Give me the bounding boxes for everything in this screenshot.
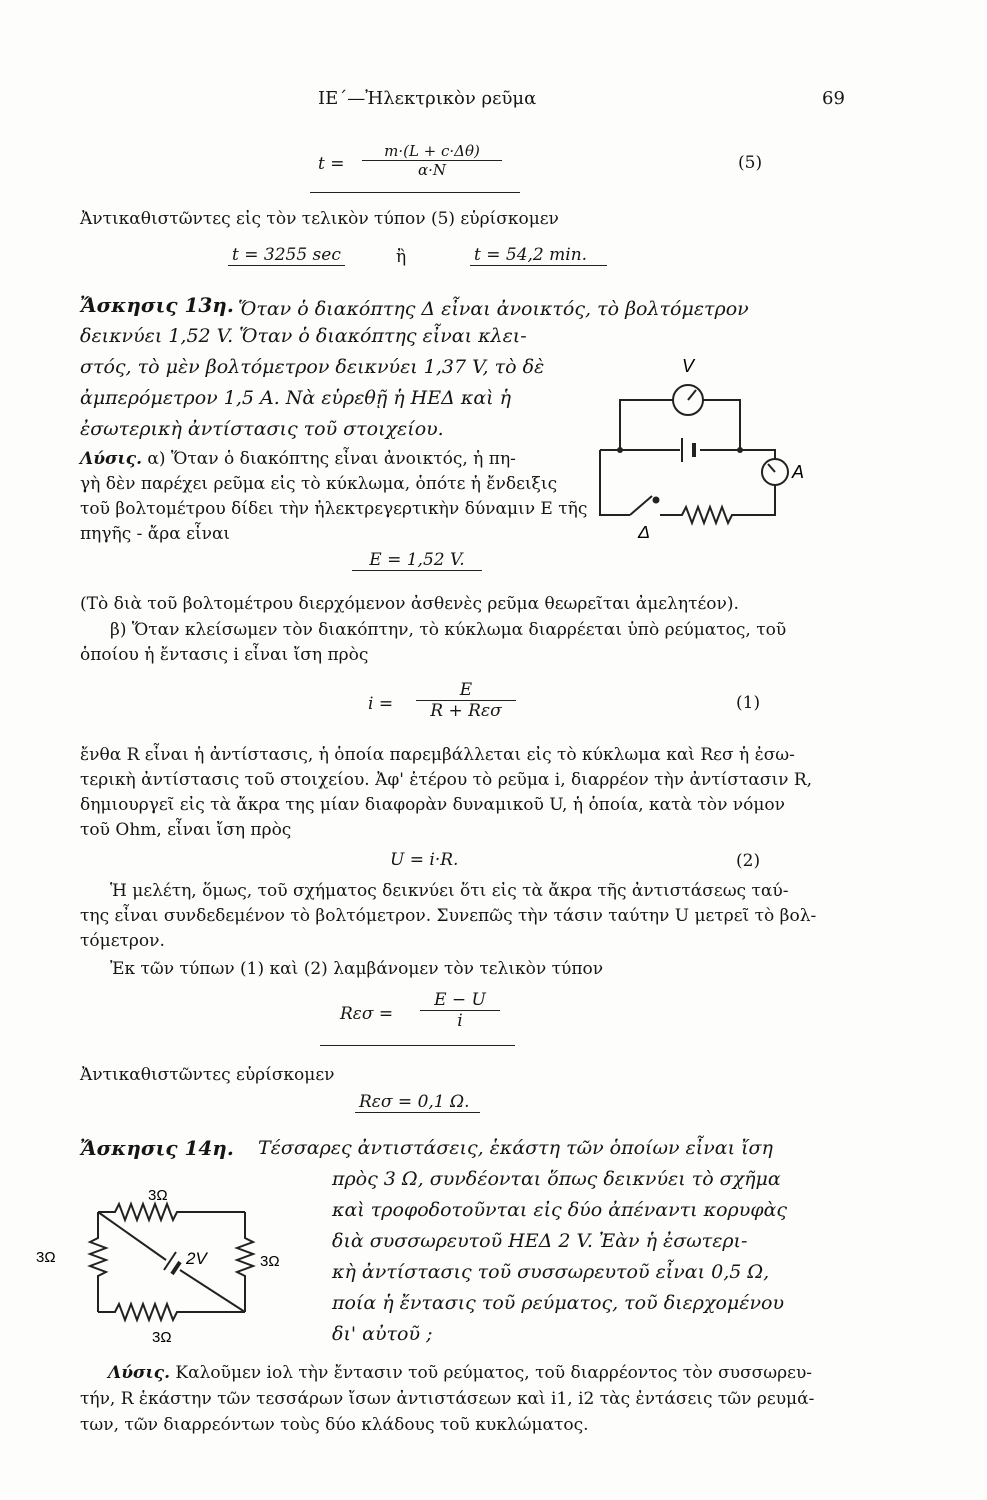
- ex14-line-7: δι' αὐτοῦ ;: [332, 1323, 433, 1345]
- running-header: ΙΕ΄—Ἠλεκτρικὸν ρεῦμα: [318, 88, 537, 109]
- diagonal-wire: [98, 1212, 245, 1312]
- ammeter-label: A: [792, 462, 805, 482]
- equation-1: [368, 680, 518, 730]
- ex13-study-line-3: τόμετρον.: [80, 931, 165, 951]
- result-t-sec: t = 3255 sec: [228, 245, 345, 266]
- resistor-zigzag-icon: [660, 507, 765, 523]
- ex13-sol-line-4: πηγῆς - ἄρα εἶναι: [80, 524, 231, 544]
- ex14-line-1: Τέσσαρες ἀντιστάσεις, ἑκάστη τῶν ὁποίων εἶναι ἴση: [258, 1137, 773, 1159]
- ex13-note: (Τὸ διὰ τοῦ βολτομέτρου διερχόμενον ἀσθενὲς ρεῦμα θεωρεῖται ἀμελητέον).: [80, 594, 739, 614]
- ex13-sol-line-3: τοῦ βολτομέτρου δίδει τὴν ἠλεκτρεγερτικὴν δύναμιν E τῆς: [80, 499, 588, 519]
- ex13-mid-line-1: ἔνθα R εἶναι ἡ ἀντίστασις, ἡ ὁποία παρεμβάλλεται εἰς τὸ κύκλωμα καὶ Rεσ ἡ ἐσω-: [80, 745, 795, 765]
- equation-E: E = 1,52 V.: [352, 550, 482, 571]
- ex13-line-2: δεικνύει 1,52 V. Ὅταν ὁ διακόπτης εἶναι κλει-: [80, 325, 527, 347]
- ex13-sol-line-1: α) Ὅταν ὁ διακόπτης εἶναι ἀνοικτός, ἡ πη-: [147, 449, 516, 469]
- eq5-lhs: t =: [318, 154, 345, 174]
- eq5-tag: (5): [738, 153, 763, 173]
- circuit-wire-right: [765, 485, 775, 515]
- equation-2: U = i·R.: [390, 850, 459, 870]
- ex13-mid-line-4: τοῦ Ohm, εἶναι ἴση πρὸς: [80, 820, 292, 840]
- eq5-numerator: m·(L + c·Δθ): [362, 142, 502, 161]
- resistor-right-label: 3Ω: [260, 1253, 280, 1270]
- substitution-text-1: Ἀντικαθιστῶντες εἰς τὸν τελικὸν τύπον (5) εὑρίσκομεν: [80, 209, 559, 229]
- equation-Res: [320, 990, 515, 1046]
- ex13-line-1: Ὅταν ὁ διακόπτης Δ εἶναι ἀνοικτός, τὸ βολτόμετρον: [238, 298, 749, 320]
- ex14-line-5: κὴ ἀντίστασις τοῦ συσσωρευτοῦ εἶναι 0,5 Ω,: [332, 1261, 770, 1283]
- eq3-numerator: E − U: [420, 990, 500, 1011]
- equation-5: [310, 140, 520, 193]
- ex14-line-6: ποία ἡ ἔντασις τοῦ ρεύματος, τοῦ διερχομένου: [332, 1292, 784, 1314]
- ex13-study-line-2: της εἶναι συνδεδεμένον τὸ βολτόμετρον. Συνεπῶς τὴν τάσιν ταύτην U μετρεῖ τὸ βολ-: [80, 906, 817, 926]
- ex14-solution-label: Λύσις.: [108, 1363, 171, 1383]
- ex13-mid-line-2: τερικὴ ἀντίστασις τοῦ στοιχείου. Ἀφ' ἑτέρου τὸ ρεῦμα i, διαρρέον τὴν ἀντίστασιν R,: [80, 770, 813, 790]
- ex13-b-line-1: β) Ὅταν κλείσωμεν τὸν διακόπτην, τὸ κύκλωμα διαρρέεται ὑπὸ ρεύματος, τοῦ: [110, 620, 787, 640]
- circuit-diagram-14: [36, 1187, 300, 1350]
- eq1-denominator: R + Rεσ: [430, 701, 502, 721]
- resistor-bottom-label: 3Ω: [152, 1329, 172, 1346]
- ex13-line-3: στός, τὸ μὲν βολτόμετρον δεικνύει 1,37 V, τὸ δὲ: [80, 356, 545, 378]
- ex14-sol-line-3: των, τῶν διαρρεόντων τοὺς δύο κλάδους τοῦ κυκλώματος.: [80, 1415, 589, 1435]
- ex13-line-4: ἀμπερόμετρον 1,5 A. Νὰ εὑρεθῇ ἡ ΗΕΔ καὶ ἡ: [80, 387, 512, 409]
- ex13-line-5: ἐσωτερικὴ ἀντίστασις τοῦ στοιχείου.: [80, 418, 444, 440]
- ex14-line-4: διὰ συσσωρευτοῦ ΗΕΔ 2 V. Ἐὰν ἡ ἐσωτερι-: [332, 1230, 748, 1252]
- eq2-tag: (2): [736, 851, 761, 871]
- eq5-denominator: α·N: [417, 161, 447, 179]
- page-number: 69: [822, 88, 845, 109]
- ex13-from-line: Ἐκ τῶν τύπων (1) καὶ (2) λαμβάνομεν τὸν τελικὸν τύπον: [110, 959, 604, 979]
- circuit-diagram-13: [590, 350, 830, 540]
- ex13-solution-label: Λύσις.: [80, 449, 143, 469]
- eq1-numerator: E: [416, 680, 516, 701]
- exercise-13-heading: Ἄσκησις 13η.: [80, 293, 234, 317]
- ex14-line-2: πρὸς 3 Ω, συνδέονται ὅπως δεικνύει τὸ σχῆμα: [332, 1168, 781, 1190]
- voltmeter-label: V: [682, 356, 695, 376]
- ex13-b-line-2: ὁποίου ἡ ἔντασις i εἶναι ἴση πρὸς: [80, 645, 369, 665]
- ex13-mid-line-3: δημιουργεῖ εἰς τὰ ἄκρα της μίαν διαφορὰν δυναμικοῦ U, ἡ ὁποία, κατὰ τὸν νόμον: [80, 795, 785, 815]
- eq1-tag: (1): [736, 693, 761, 713]
- eq3-denominator: i: [457, 1011, 463, 1031]
- eq1-lhs: i =: [368, 694, 394, 714]
- switch-blade-icon: [630, 496, 652, 515]
- exercise-14-heading: Ἄσκησις 14η.: [80, 1136, 234, 1160]
- ex14-line-3: καὶ τροφοδοτοῦνται εἰς δύο ἀπέναντι κορυφὰς: [332, 1199, 788, 1221]
- result-Res: Rεσ = 0,1 Ω.: [355, 1092, 480, 1113]
- circuit-wire-main: [600, 450, 775, 460]
- resistor-right-icon: [237, 1212, 253, 1312]
- circuit-wire-left: [600, 450, 630, 515]
- resistor-top-label: 3Ω: [148, 1187, 168, 1204]
- resistor-bottom-icon: [98, 1304, 245, 1320]
- ex14-sol-line-1: Καλοῦμεν iολ τὴν ἔντασιν τοῦ ρεύματος, τοῦ διαρρέοντος τὸν συσσωρευ-: [175, 1363, 813, 1383]
- ex14-sol-line-2: τήν, R ἑκάστην τῶν τεσσάρων ἴσων ἀντιστάσεων καὶ i1, i2 τὰς ἐντάσεις τῶν ρευμά-: [80, 1389, 815, 1409]
- ex13-study-line-1: Ἡ μελέτη, ὅμως, τοῦ σχήματος δεικνύει ὅτι εἰς τὰ ἄκρα τῆς ἀντιστάσεως ταύ-: [110, 881, 789, 901]
- resistor-left-label: 3Ω: [36, 1249, 56, 1266]
- switch-label: Δ: [638, 522, 651, 542]
- result-or: ἢ: [396, 247, 407, 267]
- battery-label: 2V: [186, 1249, 207, 1268]
- battery-short-plate: [172, 1262, 180, 1274]
- resistor-left-icon: [90, 1212, 106, 1312]
- eq3-lhs: Rεσ =: [340, 1004, 394, 1024]
- resistor-top-icon: [98, 1204, 245, 1220]
- result-t-min: t = 54,2 min.: [470, 245, 607, 266]
- ex13-sol-line-2: γὴ δὲν παρέχει ρεῦμα εἰς τὸ κύκλωμα, ὁπότε ἡ ἔνδειξις: [80, 474, 558, 494]
- substitution-text-2: Ἀντικαθιστῶντες εὑρίσκομεν: [80, 1065, 335, 1085]
